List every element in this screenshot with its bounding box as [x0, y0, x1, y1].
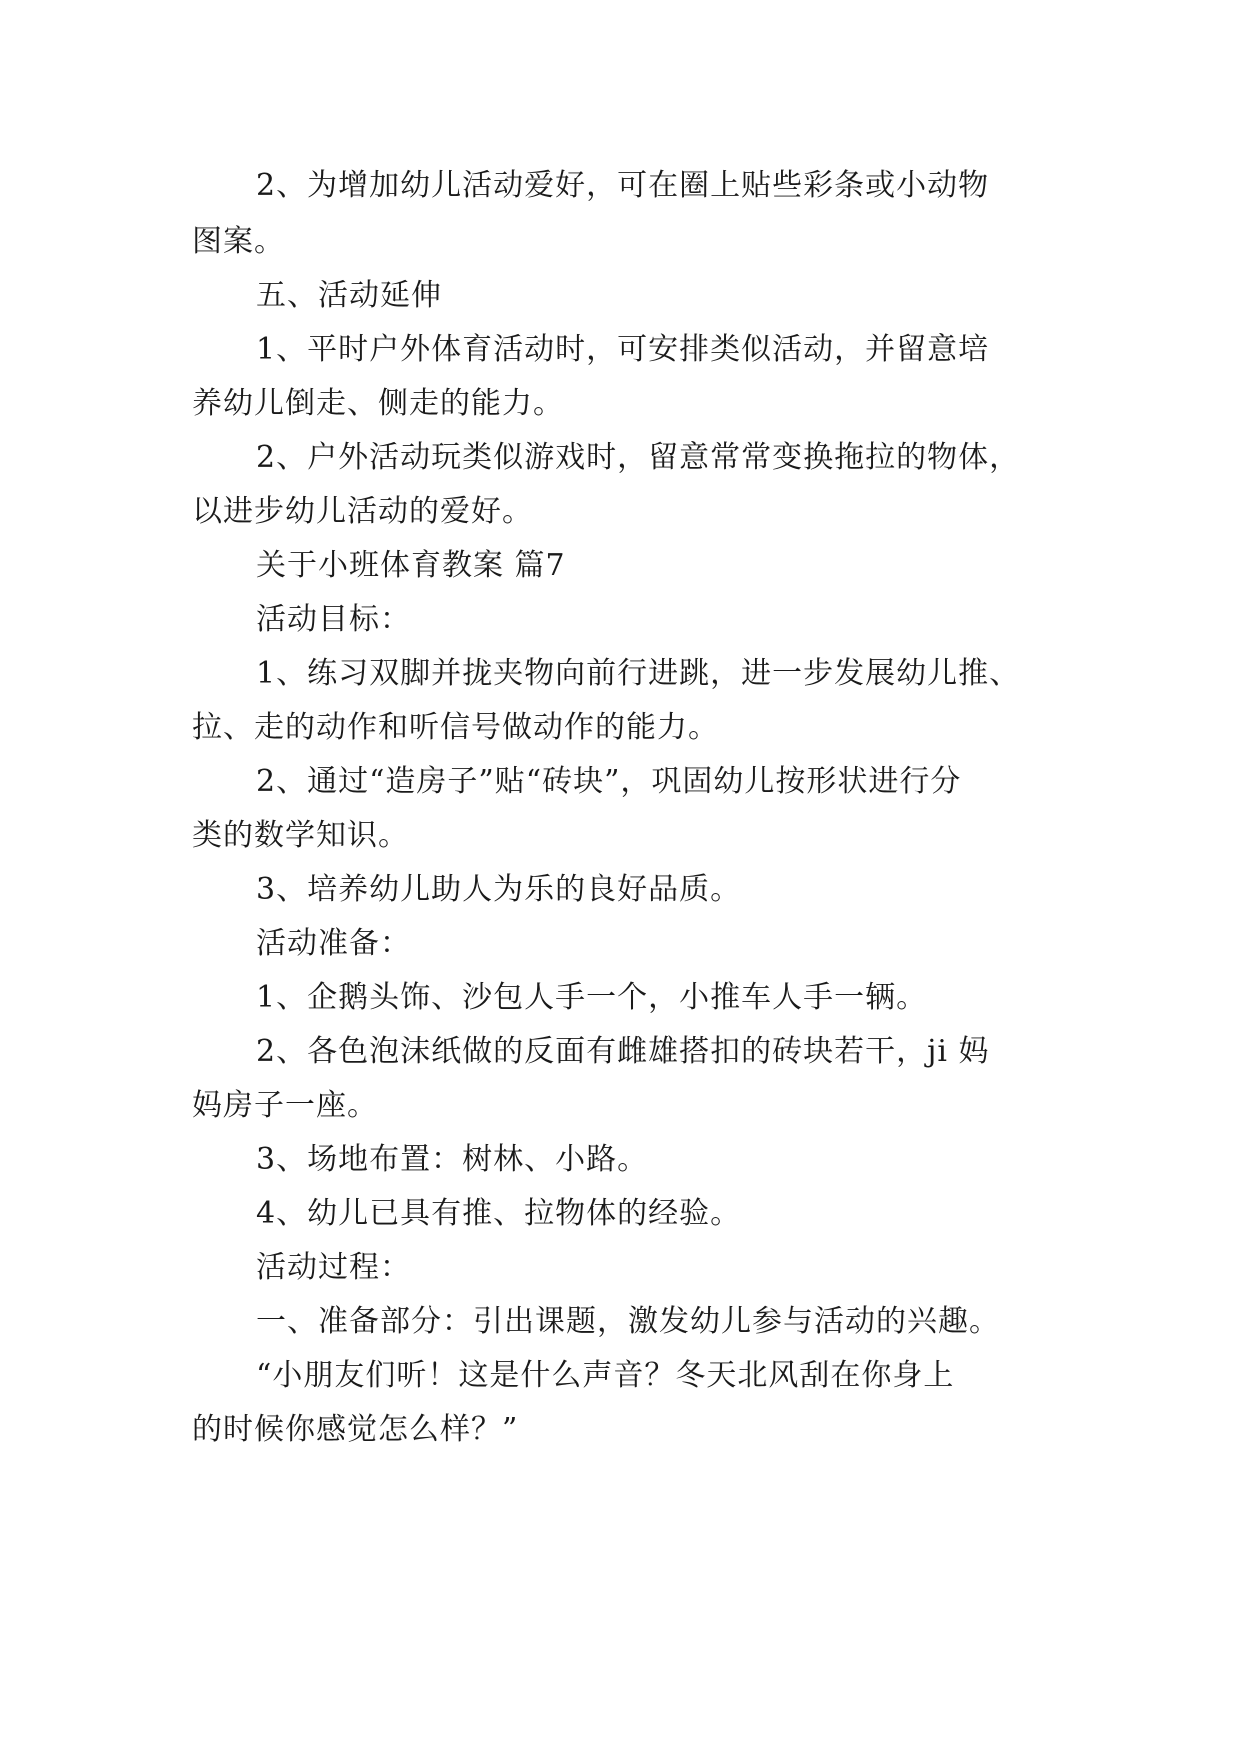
paragraph-line: 2、各色泡沫纸做的反面有雌雄搭扣的砖块若干，ji 妈	[256, 1034, 990, 1069]
paragraph-line: 妈房子一座。	[192, 1088, 378, 1123]
section-heading: 五、活动延伸	[256, 278, 442, 313]
paragraph-line: 的时候你感觉怎么样？”	[192, 1412, 519, 1447]
paragraph-line: 以进步幼儿活动的爱好。	[192, 494, 533, 529]
section-title: 关于小班体育教案 篇7	[256, 548, 566, 583]
paragraph-line: 养幼儿倒走、侧走的能力。	[192, 386, 564, 421]
paragraph-line: 拉、走的动作和听信号做动作的能力。	[192, 710, 719, 745]
paragraph-line: 2、通过“造房子”贴“砖块”，巩固幼儿按形状进行分	[256, 764, 962, 799]
section-heading: 活动准备：	[256, 926, 411, 961]
paragraph-line: 3、培养幼儿助人为乐的良好品质。	[256, 872, 742, 907]
section-heading: 活动目标：	[256, 602, 411, 637]
paragraph-line: 1、企鹅头饰、沙包人手一个，小推车人手一辆。	[256, 980, 928, 1015]
paragraph-line: 图案。	[192, 224, 285, 259]
paragraph-line: 2、为增加幼儿活动爱好，可在圈上贴些彩条或小动物	[256, 168, 990, 203]
paragraph-line: 3、场地布置：树林、小路。	[256, 1142, 649, 1177]
paragraph-line: 类的数学知识。	[192, 818, 409, 853]
section-heading: 活动过程：	[256, 1250, 411, 1285]
paragraph-line: 1、练习双脚并拢夹物向前行进跳，进一步发展幼儿推、	[256, 656, 1021, 691]
paragraph-line: 2、户外活动玩类似游戏时，留意常常变换拖拉的物体，	[256, 440, 1021, 475]
paragraph-line: 一、准备部分：引出课题，激发幼儿参与活动的兴趣。	[256, 1304, 1000, 1339]
paragraph-line: 1、平时户外体育活动时，可安排类似活动，并留意培	[256, 332, 990, 367]
paragraph-line: 4、幼儿已具有推、拉物体的经验。	[256, 1196, 742, 1231]
paragraph-line: “小朋友们听！这是什么声音？冬天北风刮在你身上	[256, 1358, 955, 1393]
